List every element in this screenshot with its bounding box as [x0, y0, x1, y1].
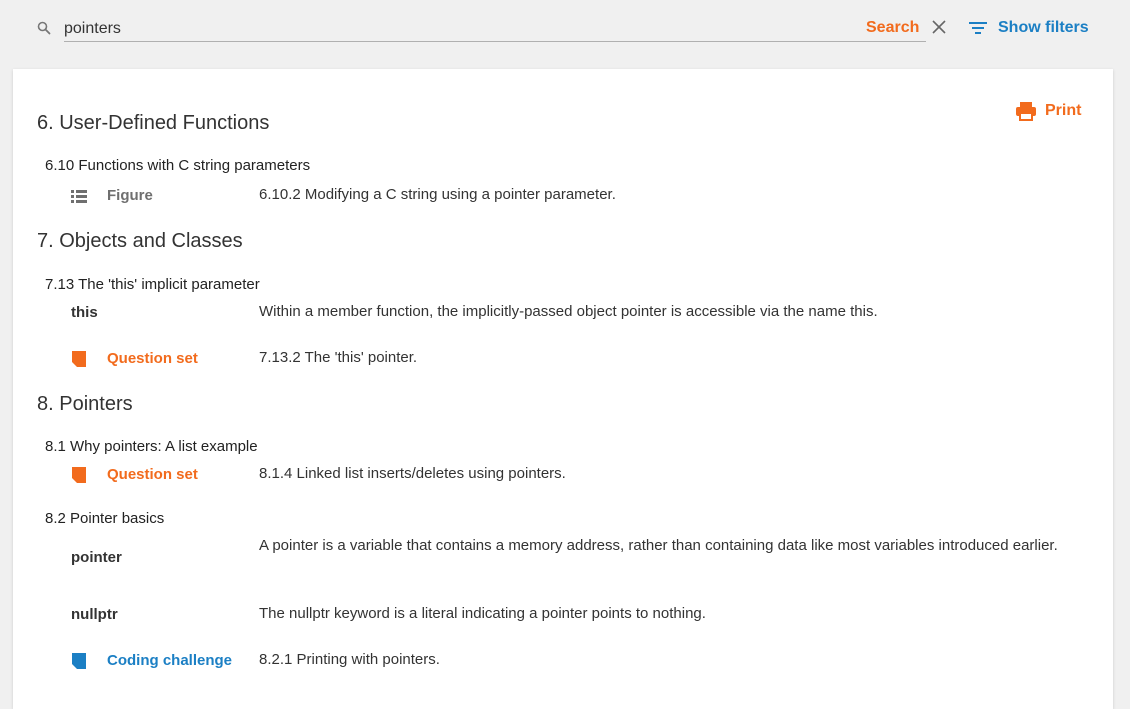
term-definition: The nullptr keyword is a literal indicating a pointer points to nothing.: [259, 605, 706, 622]
chapter-title: 8. Pointers: [37, 393, 133, 415]
result-term: [71, 549, 122, 566]
search-button[interactable]: Search: [866, 19, 920, 36]
term-label: this: [71, 304, 98, 321]
result-term: [71, 606, 118, 623]
result-term: [71, 304, 98, 321]
term-label: nullptr: [71, 606, 118, 623]
search-input[interactable]: [64, 16, 926, 42]
result-label-figure[interactable]: [71, 187, 153, 204]
print-button[interactable]: [1015, 101, 1081, 121]
filter-icon: [968, 20, 988, 36]
result-description[interactable]: 8.2.1 Printing with pointers.: [259, 651, 440, 668]
result-type-label: Coding challenge: [107, 652, 233, 669]
search-icon: [37, 21, 51, 35]
result-type-label: Figure: [107, 187, 153, 204]
section-title[interactable]: 6.10 Functions with C string parameters: [45, 157, 311, 174]
close-icon[interactable]: [931, 19, 947, 35]
result-label-coding-challenge[interactable]: [71, 652, 232, 669]
print-label: Print: [1045, 102, 1082, 119]
result-description[interactable]: 8.1.4 Linked list inserts/deletes using pointers.: [259, 465, 566, 482]
printer-icon: [1015, 101, 1037, 121]
results-card: [13, 69, 1113, 709]
show-filters-button[interactable]: [968, 19, 1089, 37]
section-title[interactable]: 7.13 The 'this' implicit parameter: [45, 276, 260, 293]
section-title[interactable]: 8.1 Why pointers: A list example: [45, 438, 258, 455]
term-definition: A pointer is a variable that contains a memory address, rather than containing data like most variables introduced earlier.: [259, 537, 1058, 554]
list-icon: [71, 188, 87, 204]
bookmark-icon: [71, 653, 87, 669]
term-label: pointer: [71, 549, 122, 566]
show-filters-label: Show filters: [998, 19, 1089, 36]
section-title[interactable]: 8.2 Pointer basics: [45, 510, 165, 527]
chapter-title: 6. User-Defined Functions: [37, 112, 270, 134]
result-description[interactable]: 7.13.2 The 'this' pointer.: [259, 349, 418, 366]
term-definition: Within a member function, the implicitly-passed object pointer is accessible via the name this.: [259, 303, 878, 320]
bookmark-icon: [71, 351, 87, 367]
result-label-question-set[interactable]: [71, 350, 198, 367]
result-type-label: Question set: [107, 466, 198, 483]
chapter-title: 7. Objects and Classes: [37, 230, 243, 252]
search-bar: [0, 0, 1130, 66]
result-label-question-set[interactable]: [71, 466, 198, 483]
result-description[interactable]: 6.10.2 Modifying a C string using a pointer parameter.: [259, 186, 616, 203]
bookmark-icon: [71, 467, 87, 483]
result-type-label: Question set: [107, 350, 198, 367]
